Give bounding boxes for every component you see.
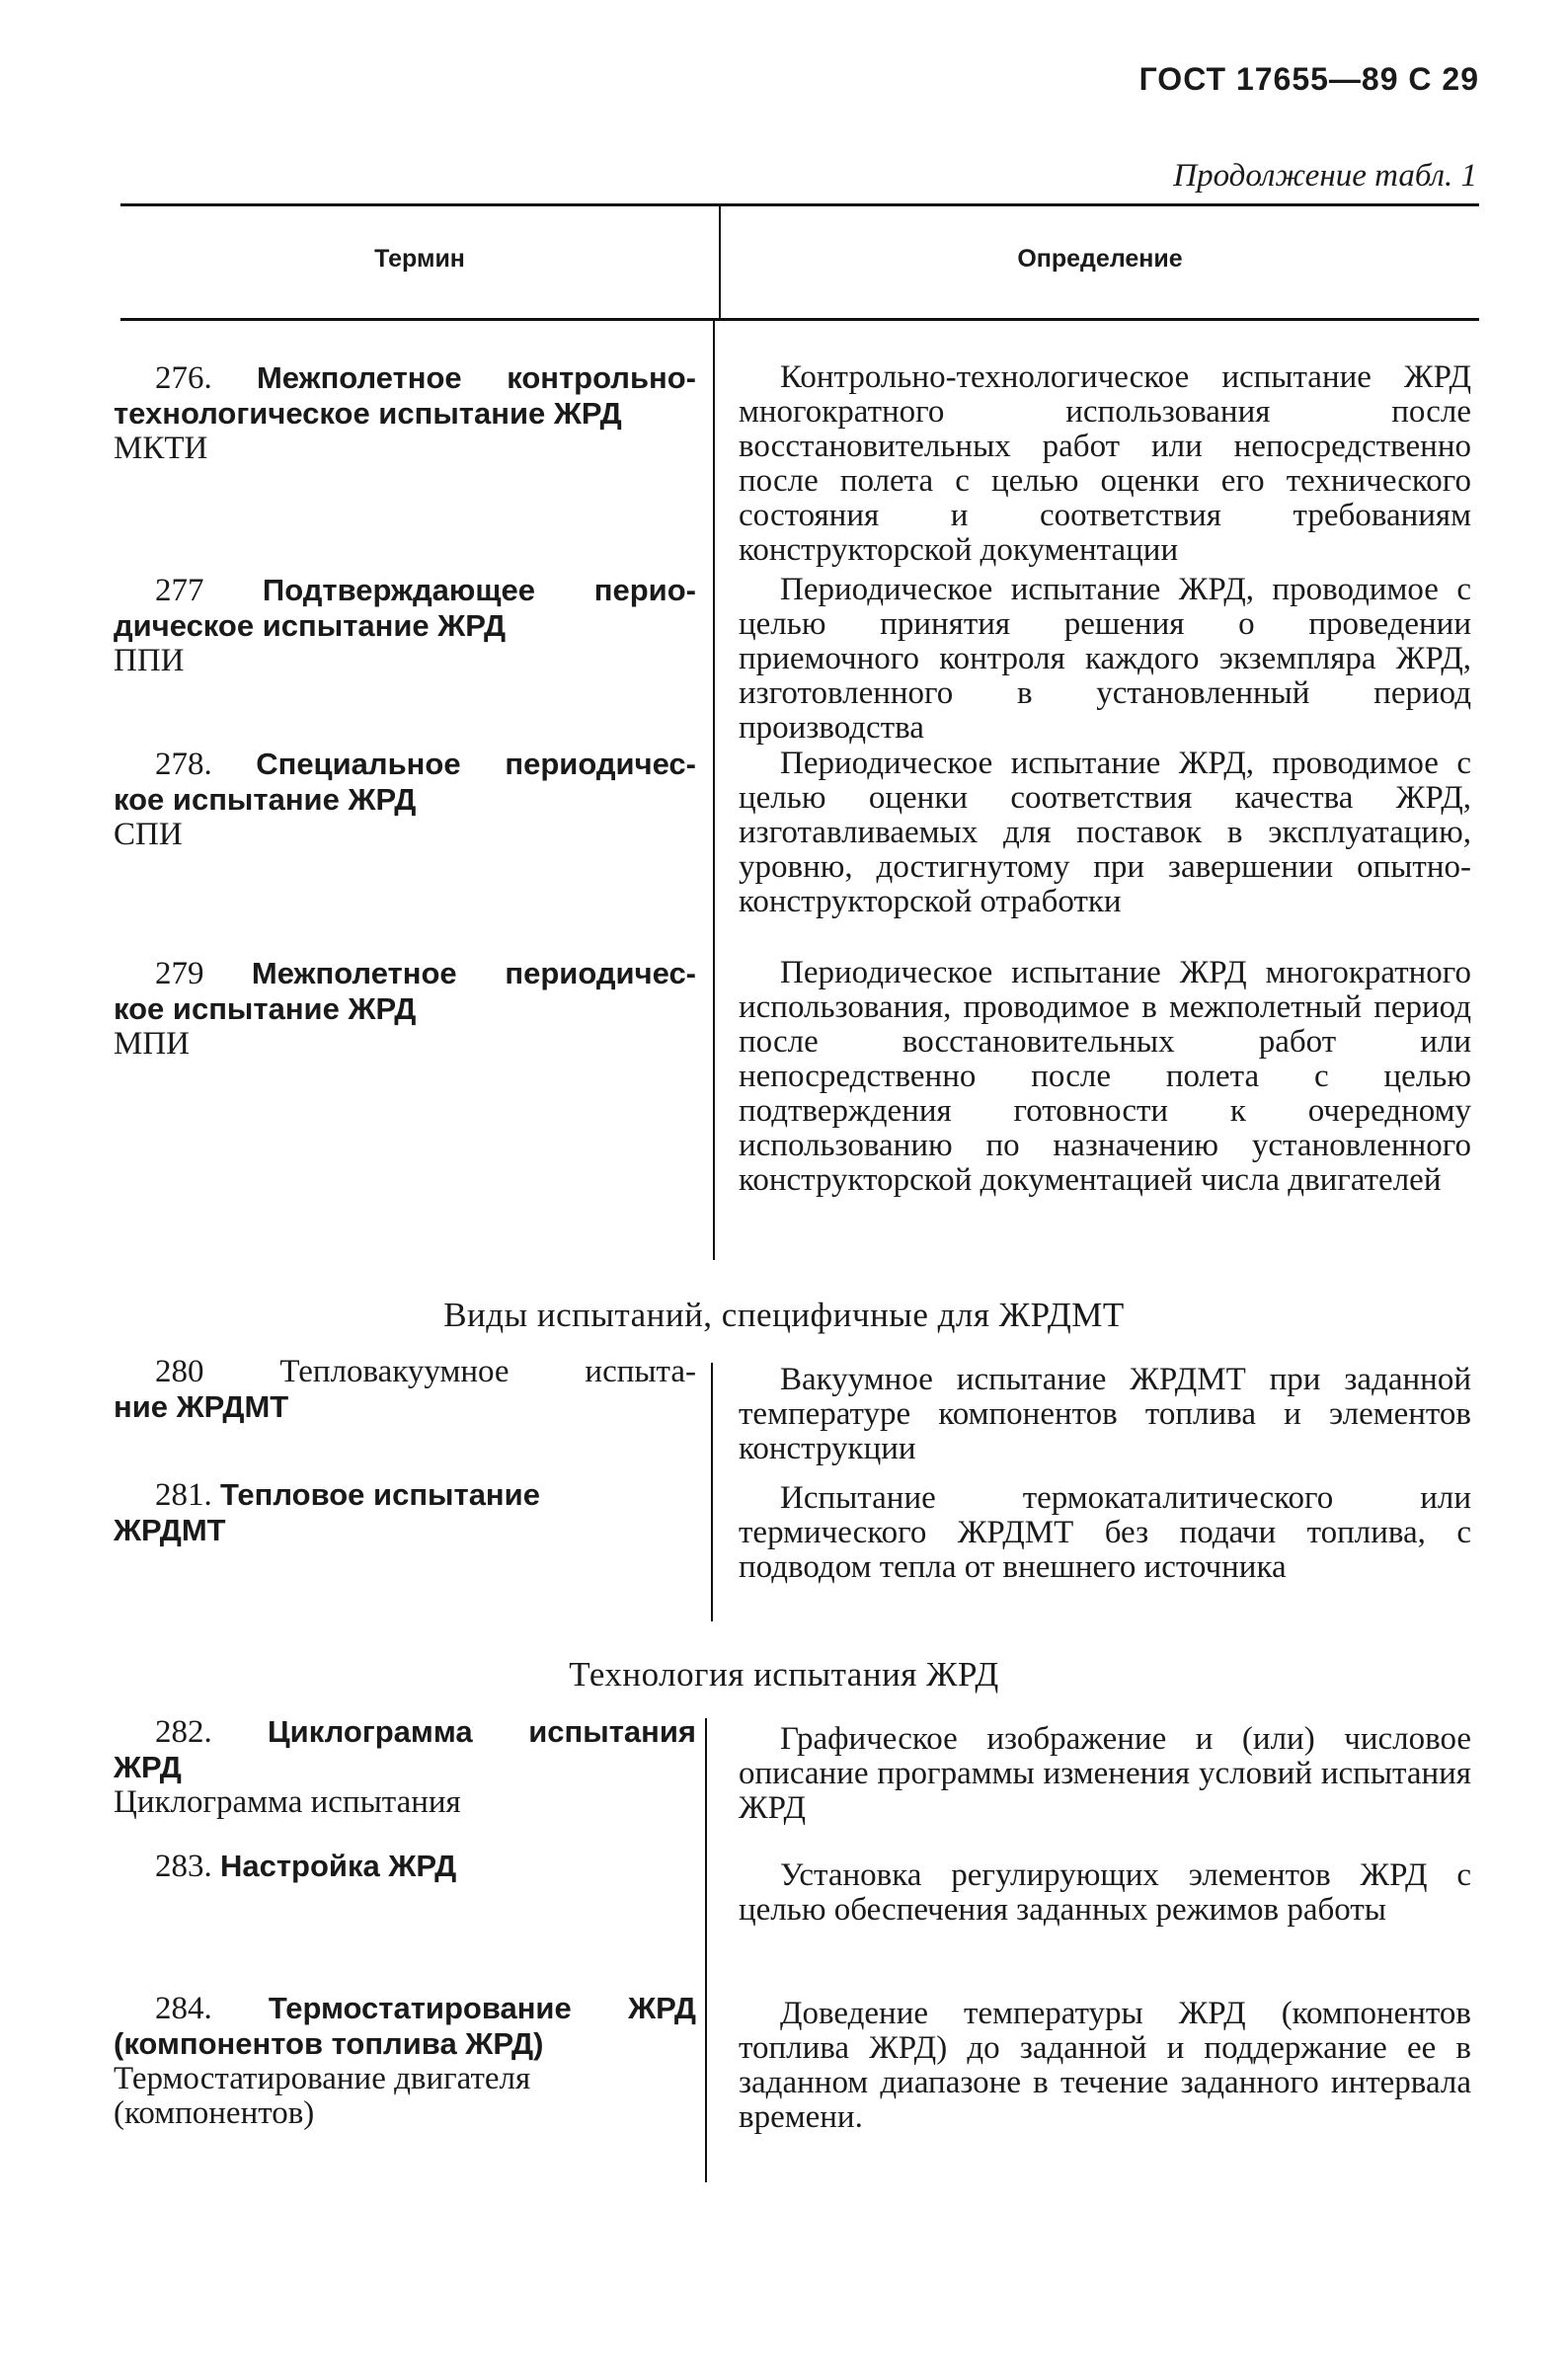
term-278 [114, 747, 696, 852]
definition-281: Испытание термокаталитического или термического ЖРДМТ без подачи топлива, с подводом тепла от внешнего источника [739, 1480, 1471, 1585]
term-276 [114, 360, 696, 466]
term-number: 282. [155, 1714, 212, 1750]
table-continuation-label: Продолжение табл. 1 [1173, 158, 1477, 194]
term-text: Специальное периодичес- [256, 747, 696, 781]
term-text: кое испытание ЖРД [114, 782, 417, 817]
term-284 [114, 1991, 696, 2131]
term-synonym: Термостатирование двигателя [114, 2061, 531, 2096]
term-synonym: Циклограмма испытания [114, 1784, 461, 1820]
term-text: Межполетное контрольно- [256, 360, 696, 395]
definition-278: Периодическое испытание ЖРД, проводимое с целью оценки соответствия качества ЖРД, изготавливаемых для поставок в эксплуатацию, уровню, достигнутому при завершении опытно-конструкторской отработки [739, 746, 1471, 919]
term-text: Тепловакуумное испыта- [279, 1354, 697, 1389]
column-header-term: Термин [374, 245, 465, 273]
term-text: дическое испытание ЖРД [114, 608, 507, 643]
term-text: (компонентов топлива ЖРД) [114, 2026, 544, 2061]
term-279 [114, 956, 696, 1062]
term-number: 279 [155, 956, 204, 991]
term-number: 283. [155, 1849, 212, 1884]
term-277 [114, 573, 696, 678]
section-title-test-technology: Технология испытания ЖРД [569, 1655, 999, 1694]
term-text: кое испытание ЖРД [114, 991, 417, 1026]
term-abbreviation: МПИ [114, 1026, 191, 1062]
definition-282: Графическое изображение и (или) числовое описание программы изменения условий испытания ЖРД [739, 1721, 1471, 1826]
term-number: 277 [155, 573, 204, 608]
column-divider-b [711, 1363, 713, 1621]
term-text: Настройка ЖРД [220, 1849, 457, 1883]
term-text: ние ЖРДМТ [114, 1389, 289, 1424]
column-header-definition: Определение [1017, 245, 1183, 273]
column-divider-c [705, 1718, 707, 2182]
column-divider-a [713, 320, 715, 1260]
term-text: Циклограмма испытания [268, 1714, 696, 1749]
term-280 [114, 1355, 696, 1425]
term-abbreviation: МКТИ [114, 431, 208, 466]
term-number: 276. [155, 360, 212, 396]
term-number: 284. [155, 1991, 212, 2026]
page-number-header: ГОСТ 17655—89 С 29 [1138, 61, 1479, 97]
term-number: 281. [155, 1477, 212, 1513]
term-281 [114, 1477, 696, 1548]
term-text: технологическое испытание ЖРД [114, 396, 622, 431]
term-synonym: (компонентов) [114, 2095, 315, 2131]
term-282 [114, 1714, 696, 1820]
term-number: 280 [155, 1354, 204, 1389]
definition-284: Доведение температуры ЖРД (компонентов топлива ЖРД) до заданной и поддержание ее в заданном диапазоне в течение заданного интервала времени. [739, 1996, 1471, 2135]
term-text: Термостатирование ЖРД [268, 1991, 696, 2025]
term-abbreviation: СПИ [114, 817, 183, 852]
term-text: Тепловое испытание [220, 1477, 540, 1512]
definition-279: Периодическое испытание ЖРД многократного использования, проводимое в межполетный период после восстановительных работ или непосредственно после полета с целью подтверждения готовности к очередному использованию по назначению установленного конструкторской документацией числа двигателей [739, 955, 1471, 1198]
section-title-ltpe-tests: Виды испытаний, специфичные для ЖРДМТ [443, 1296, 1125, 1334]
term-text: Межполетное периодичес- [251, 956, 697, 990]
term-number: 278. [155, 747, 212, 782]
definition-277: Периодическое испытание ЖРД, проводимое с целью принятия решения о проведении приемочного контроля каждого экземпляра ЖРД, изготовленного в установленный период производства [739, 572, 1471, 746]
term-text: ЖРД [114, 1750, 182, 1784]
term-text: Подтверждающее перио- [262, 573, 696, 607]
table-top-rule [120, 203, 1479, 206]
term-text: ЖРДМТ [114, 1513, 226, 1547]
definition-276: Контрольно-технологическое испытание ЖРД многократного использования после восстановительных работ или непосредственно после полета с целью оценки его технического состояния и соответствия требованиям конструкторской документации [739, 359, 1471, 568]
table-header-rule [120, 318, 1479, 321]
definition-283: Установка регулирующих элементов ЖРД с целью обеспечения заданных режимов работы [739, 1857, 1471, 1928]
term-abbreviation: ППИ [114, 643, 185, 678]
term-283 [114, 1849, 696, 1884]
definition-280: Вакуумное испытание ЖРДМТ при заданной температуре компонентов топлива и элементов конструкции [739, 1362, 1471, 1466]
